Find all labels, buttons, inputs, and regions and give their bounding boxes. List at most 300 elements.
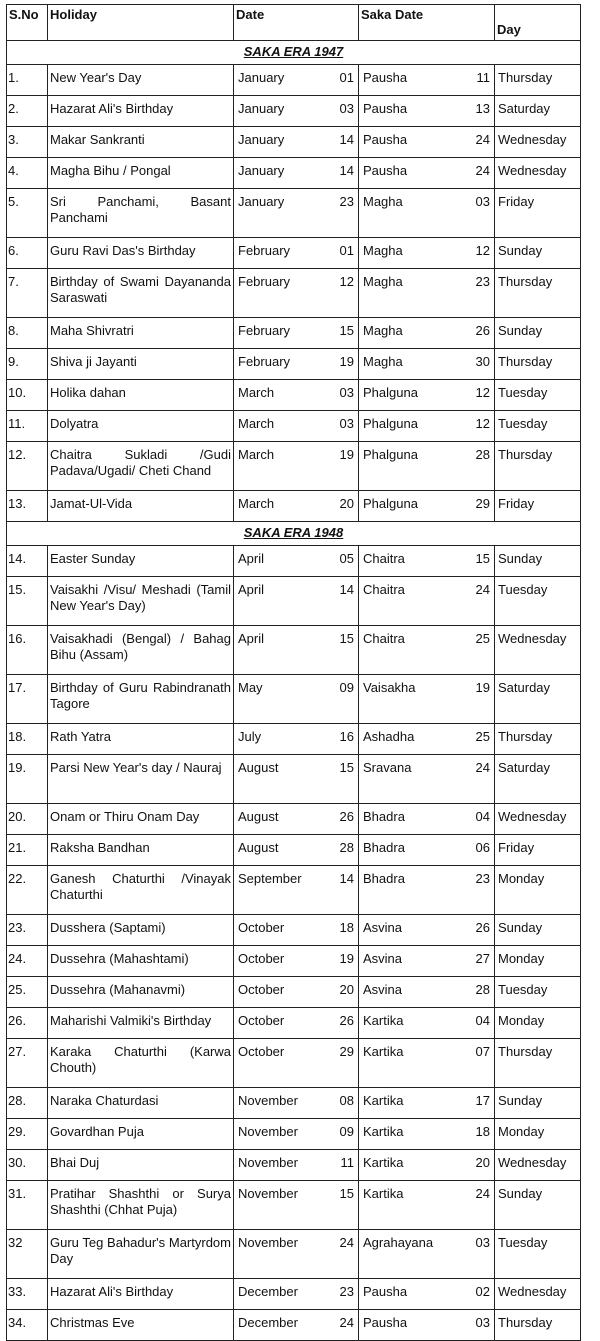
gregorian-date-parts — [238, 496, 354, 512]
saka-date-parts — [363, 243, 490, 259]
saka-day: 28 — [475, 447, 490, 462]
saka-day: 12 — [475, 385, 490, 400]
gregorian-date — [234, 158, 359, 189]
saka-date-parts — [363, 1093, 490, 1109]
date-month: October — [238, 951, 285, 966]
date-day: 26 — [339, 809, 354, 824]
saka-month: Bhadra — [363, 809, 405, 824]
gregorian-date-parts — [238, 274, 354, 290]
saka-month: Sravana — [363, 760, 412, 775]
saka-date-parts — [363, 1044, 490, 1060]
gregorian-date-parts — [238, 729, 354, 745]
saka-date-parts — [363, 1235, 490, 1251]
saka-month: Ashadha — [363, 729, 415, 744]
gregorian-date-parts — [238, 447, 354, 463]
table-row — [7, 349, 581, 380]
serial-number: 17. — [7, 675, 48, 724]
date-day: 20 — [339, 496, 354, 511]
serial-number: 14. — [7, 546, 48, 577]
gregorian-date-parts — [238, 1155, 354, 1171]
saka-date-parts — [363, 920, 490, 936]
saka-date-parts — [363, 194, 490, 210]
date-day: 03 — [339, 385, 354, 400]
gregorian-date — [234, 65, 359, 96]
serial-number: 34. — [7, 1310, 48, 1341]
gregorian-date-parts — [238, 551, 354, 567]
saka-date-parts — [363, 680, 490, 696]
table-row — [7, 546, 581, 577]
date-month: January — [238, 70, 285, 85]
gregorian-date-parts — [238, 982, 354, 998]
saka-date — [359, 626, 495, 675]
date-month: April — [238, 551, 265, 566]
saka-month: Phalguna — [363, 385, 418, 400]
holiday-name: Christmas Eve — [48, 1310, 234, 1341]
table-row — [7, 675, 581, 724]
holiday-name: Birthday of Guru Rabindranath Tagore — [48, 675, 234, 724]
date-month: October — [238, 1044, 285, 1059]
saka-month: Kartika — [363, 1155, 404, 1170]
date-month: November — [238, 1093, 298, 1108]
saka-date-parts — [363, 1186, 490, 1202]
holiday-name: Maha Shivratri — [48, 318, 234, 349]
saka-date-parts — [363, 274, 490, 290]
serial-number: 24. — [7, 946, 48, 977]
date-day: 19 — [339, 447, 354, 462]
serial-number: 8. — [7, 318, 48, 349]
gregorian-date — [234, 96, 359, 127]
saka-day: 30 — [475, 354, 490, 369]
date-month: January — [238, 101, 285, 116]
date-month: February — [238, 274, 291, 289]
era-row — [7, 522, 581, 546]
date-day: 15 — [339, 1186, 354, 1201]
gregorian-date-parts — [238, 1235, 354, 1251]
weekday: Monday — [495, 866, 581, 915]
holiday-name: Vaisakhadi (Bengal) / Bahag Bihu (Assam) — [48, 626, 234, 675]
saka-date — [359, 158, 495, 189]
table-row — [7, 318, 581, 349]
date-day: 15 — [339, 323, 354, 338]
saka-day: 12 — [475, 243, 490, 258]
saka-day: 04 — [475, 809, 490, 824]
gregorian-date — [234, 1150, 359, 1181]
serial-number: 6. — [7, 238, 48, 269]
saka-month: Kartika — [363, 1124, 404, 1139]
gregorian-date — [234, 866, 359, 915]
holiday-name: Sri Panchami, Basant Panchami — [48, 189, 234, 238]
saka-month: Magha — [363, 194, 403, 209]
saka-month: Phalguna — [363, 447, 418, 462]
saka-month: Phalguna — [363, 496, 418, 511]
holiday-list-document — [6, 4, 580, 1341]
gregorian-date — [234, 675, 359, 724]
saka-day: 17 — [475, 1093, 490, 1108]
saka-date-parts — [363, 70, 490, 86]
serial-number: 7. — [7, 269, 48, 318]
saka-date-parts — [363, 729, 490, 745]
holiday-name: Guru Ravi Das's Birthday — [48, 238, 234, 269]
saka-date — [359, 349, 495, 380]
saka-day: 27 — [475, 951, 490, 966]
gregorian-date-parts — [238, 809, 354, 825]
saka-date-parts — [363, 551, 490, 567]
holiday-name: Maharishi Valmiki's Birthday — [48, 1008, 234, 1039]
saka-date — [359, 804, 495, 835]
table-row — [7, 1181, 581, 1230]
table-row — [7, 491, 581, 522]
serial-number: 13. — [7, 491, 48, 522]
saka-month: Pausha — [363, 132, 408, 147]
holiday-name: Makar Sankranti — [48, 127, 234, 158]
date-day: 24 — [339, 1315, 354, 1330]
weekday: Thursday — [495, 1310, 581, 1341]
date-month: April — [238, 582, 265, 597]
gregorian-date — [234, 269, 359, 318]
saka-day: 19 — [475, 680, 490, 695]
serial-number: 15. — [7, 577, 48, 626]
date-month: December — [238, 1315, 298, 1330]
weekday: Tuesday — [495, 380, 581, 411]
weekday: Wednesday — [495, 804, 581, 835]
saka-month: Magha — [363, 274, 403, 289]
saka-month: Asvina — [363, 951, 403, 966]
saka-month: Agrahayana — [363, 1235, 434, 1250]
weekday: Thursday — [495, 1039, 581, 1088]
gregorian-date — [234, 1039, 359, 1088]
saka-day: 07 — [475, 1044, 490, 1059]
saka-date-parts — [363, 385, 490, 401]
holiday-name: Dolyatra — [48, 411, 234, 442]
weekday: Monday — [495, 1008, 581, 1039]
saka-day: 15 — [475, 551, 490, 566]
serial-number: 25. — [7, 977, 48, 1008]
saka-date — [359, 1008, 495, 1039]
date-month: March — [238, 416, 275, 431]
holiday-name: Hazarat Ali's Birthday — [48, 96, 234, 127]
date-day: 05 — [339, 551, 354, 566]
holiday-table — [6, 4, 581, 1341]
date-day: 11 — [340, 1155, 354, 1170]
date-day: 14 — [339, 871, 354, 886]
gregorian-date-parts — [238, 871, 354, 887]
holiday-name: Pratihar Shashthi or Surya Shashthi (Chhat Puja) — [48, 1181, 234, 1230]
gregorian-date-parts — [238, 194, 354, 210]
date-day: 29 — [339, 1044, 354, 1059]
date-month: August — [238, 809, 279, 824]
header-day: Day — [495, 5, 581, 41]
serial-number: 26. — [7, 1008, 48, 1039]
holiday-name: Jamat-Ul-Vida — [48, 491, 234, 522]
holiday-name: Magha Bihu / Pongal — [48, 158, 234, 189]
holiday-name: Hazarat Ali's Birthday — [48, 1279, 234, 1310]
saka-date-parts — [363, 101, 490, 117]
table-row — [7, 1039, 581, 1088]
saka-date-parts — [363, 354, 490, 370]
saka-date — [359, 411, 495, 442]
serial-number: 12. — [7, 442, 48, 491]
date-day: 03 — [339, 101, 354, 116]
holiday-name: Guru Teg Bahadur's Martyrdom Day — [48, 1230, 234, 1279]
gregorian-date-parts — [238, 323, 354, 339]
gregorian-date-parts — [238, 1044, 354, 1060]
table-row — [7, 158, 581, 189]
gregorian-date-parts — [238, 163, 354, 179]
weekday: Tuesday — [495, 411, 581, 442]
date-day: 20 — [339, 982, 354, 997]
holiday-name: Ganesh Chaturthi /Vinayak Chaturthi — [48, 866, 234, 915]
saka-day: 13 — [475, 101, 490, 116]
holiday-name: Rath Yatra — [48, 724, 234, 755]
saka-date — [359, 1279, 495, 1310]
weekday: Friday — [495, 491, 581, 522]
table-row — [7, 1119, 581, 1150]
saka-month: Pausha — [363, 1284, 408, 1299]
era-heading: SAKA ERA 1947 — [7, 41, 581, 65]
gregorian-date-parts — [238, 1124, 354, 1140]
weekday: Saturday — [495, 755, 581, 804]
era-row — [7, 41, 581, 65]
saka-date — [359, 835, 495, 866]
date-day: 15 — [339, 631, 354, 646]
saka-month: Kartika — [363, 1093, 404, 1108]
table-row — [7, 977, 581, 1008]
date-month: October — [238, 920, 285, 935]
holiday-name: Vaisakhi /Visu/ Meshadi (Tamil New Year's Day) — [48, 577, 234, 626]
gregorian-date — [234, 804, 359, 835]
table-row — [7, 1230, 581, 1279]
date-month: January — [238, 194, 285, 209]
date-month: November — [238, 1186, 298, 1201]
saka-date — [359, 755, 495, 804]
gregorian-date-parts — [238, 416, 354, 432]
date-day: 19 — [339, 951, 354, 966]
table-row — [7, 1150, 581, 1181]
serial-number: 29. — [7, 1119, 48, 1150]
holiday-name: Shiva ji Jayanti — [48, 349, 234, 380]
saka-date — [359, 127, 495, 158]
gregorian-date — [234, 349, 359, 380]
serial-number: 33. — [7, 1279, 48, 1310]
weekday: Thursday — [495, 65, 581, 96]
weekday: Monday — [495, 1119, 581, 1150]
date-day: 28 — [339, 840, 354, 855]
saka-day: 02 — [475, 1284, 490, 1299]
saka-month: Pausha — [363, 70, 408, 85]
saka-day: 03 — [475, 1235, 490, 1250]
holiday-name: New Year's Day — [48, 65, 234, 96]
gregorian-date-parts — [238, 840, 354, 856]
saka-date-parts — [363, 1013, 490, 1029]
gregorian-date-parts — [238, 1093, 354, 1109]
gregorian-date-parts — [238, 70, 354, 86]
saka-date — [359, 1230, 495, 1279]
weekday: Thursday — [495, 269, 581, 318]
holiday-name: Dusshera (Saptami) — [48, 915, 234, 946]
holiday-name: Karaka Chaturthi (Karwa Chouth) — [48, 1039, 234, 1088]
date-day: 14 — [339, 582, 354, 597]
saka-date — [359, 491, 495, 522]
saka-date-parts — [363, 1155, 490, 1171]
gregorian-date-parts — [238, 132, 354, 148]
holiday-name: Naraka Chaturdasi — [48, 1088, 234, 1119]
weekday: Wednesday — [495, 1279, 581, 1310]
holiday-name: Easter Sunday — [48, 546, 234, 577]
serial-number: 5. — [7, 189, 48, 238]
saka-date-parts — [363, 163, 490, 179]
gregorian-date — [234, 1119, 359, 1150]
table-row — [7, 442, 581, 491]
gregorian-date-parts — [238, 354, 354, 370]
date-month: January — [238, 163, 285, 178]
date-day: 12 — [339, 274, 354, 289]
saka-date — [359, 946, 495, 977]
saka-month: Chaitra — [363, 551, 405, 566]
saka-date-parts — [363, 582, 490, 598]
date-month: March — [238, 496, 275, 511]
saka-date-parts — [363, 840, 490, 856]
serial-number: 27. — [7, 1039, 48, 1088]
saka-date-parts — [363, 447, 490, 463]
weekday: Tuesday — [495, 577, 581, 626]
date-month: March — [238, 385, 275, 400]
holiday-name: Onam or Thiru Onam Day — [48, 804, 234, 835]
saka-day: 25 — [475, 729, 490, 744]
gregorian-date — [234, 915, 359, 946]
saka-date — [359, 189, 495, 238]
saka-month: Chaitra — [363, 631, 405, 646]
date-day: 01 — [339, 243, 354, 258]
table-row — [7, 127, 581, 158]
header-sno: S.No — [7, 5, 48, 41]
saka-month: Magha — [363, 243, 403, 258]
gregorian-date — [234, 411, 359, 442]
gregorian-date-parts — [238, 582, 354, 598]
saka-date — [359, 915, 495, 946]
era-heading: SAKA ERA 1948 — [7, 522, 581, 546]
weekday: Sunday — [495, 546, 581, 577]
gregorian-date — [234, 238, 359, 269]
gregorian-date-parts — [238, 1186, 354, 1202]
saka-date-parts — [363, 809, 490, 825]
saka-day: 18 — [475, 1124, 490, 1139]
header-holiday: Holiday — [48, 5, 234, 41]
holiday-name: Dussehra (Mahashtami) — [48, 946, 234, 977]
saka-date — [359, 269, 495, 318]
serial-number: 21. — [7, 835, 48, 866]
date-month: February — [238, 323, 291, 338]
serial-number: 32 — [7, 1230, 48, 1279]
saka-date — [359, 977, 495, 1008]
date-day: 09 — [339, 1124, 354, 1139]
gregorian-date — [234, 189, 359, 238]
saka-day: 26 — [475, 323, 490, 338]
saka-day: 03 — [475, 1315, 490, 1330]
saka-date — [359, 96, 495, 127]
saka-date — [359, 442, 495, 491]
gregorian-date — [234, 318, 359, 349]
gregorian-date-parts — [238, 760, 354, 776]
weekday: Friday — [495, 189, 581, 238]
gregorian-date — [234, 380, 359, 411]
saka-month: Bhadra — [363, 840, 405, 855]
saka-month: Vaisakha — [363, 680, 416, 695]
saka-day: 23 — [475, 274, 490, 289]
saka-date — [359, 238, 495, 269]
weekday: Sunday — [495, 318, 581, 349]
holiday-name: Raksha Bandhan — [48, 835, 234, 866]
table-row — [7, 946, 581, 977]
saka-date — [359, 577, 495, 626]
gregorian-date — [234, 1008, 359, 1039]
serial-number: 23. — [7, 915, 48, 946]
saka-date — [359, 675, 495, 724]
saka-date-parts — [363, 1315, 490, 1331]
table-row — [7, 804, 581, 835]
table-row — [7, 1008, 581, 1039]
gregorian-date — [234, 755, 359, 804]
header-date: Date — [234, 5, 359, 41]
gregorian-date-parts — [238, 101, 354, 117]
saka-month: Bhadra — [363, 871, 405, 886]
saka-date — [359, 318, 495, 349]
date-day: 18 — [339, 920, 354, 935]
saka-date — [359, 1039, 495, 1088]
date-day: 24 — [339, 1235, 354, 1250]
date-month: August — [238, 760, 279, 775]
saka-month: Asvina — [363, 920, 403, 935]
saka-day: 24 — [475, 163, 490, 178]
saka-day: 23 — [475, 871, 490, 886]
saka-date — [359, 866, 495, 915]
table-row — [7, 755, 581, 804]
saka-month: Kartika — [363, 1044, 404, 1059]
saka-month: Phalguna — [363, 416, 418, 431]
saka-date — [359, 1150, 495, 1181]
holiday-name: Dussehra (Mahanavmi) — [48, 977, 234, 1008]
saka-date-parts — [363, 951, 490, 967]
gregorian-date — [234, 1088, 359, 1119]
saka-month: Kartika — [363, 1013, 404, 1028]
gregorian-date-parts — [238, 243, 354, 259]
serial-number: 22. — [7, 866, 48, 915]
saka-month: Pausha — [363, 163, 408, 178]
holiday-name: Parsi New Year's day / Nauraj — [48, 755, 234, 804]
table-row — [7, 835, 581, 866]
gregorian-date-parts — [238, 631, 354, 647]
table-row — [7, 915, 581, 946]
gregorian-date-parts — [238, 920, 354, 936]
weekday: Wednesday — [495, 127, 581, 158]
weekday: Sunday — [495, 1181, 581, 1230]
saka-date-parts — [363, 871, 490, 887]
date-day: 26 — [339, 1013, 354, 1028]
weekday: Sunday — [495, 1088, 581, 1119]
holiday-name: Birthday of Swami Dayananda Saraswati — [48, 269, 234, 318]
serial-number: 10. — [7, 380, 48, 411]
weekday: Sunday — [495, 915, 581, 946]
serial-number: 18. — [7, 724, 48, 755]
gregorian-date — [234, 442, 359, 491]
date-day: 23 — [339, 194, 354, 209]
gregorian-date-parts — [238, 1013, 354, 1029]
gregorian-date — [234, 1310, 359, 1341]
date-day: 14 — [339, 163, 354, 178]
saka-day: 20 — [475, 1155, 490, 1170]
header-row — [7, 5, 581, 41]
date-month: February — [238, 354, 291, 369]
saka-day: 29 — [475, 496, 490, 511]
